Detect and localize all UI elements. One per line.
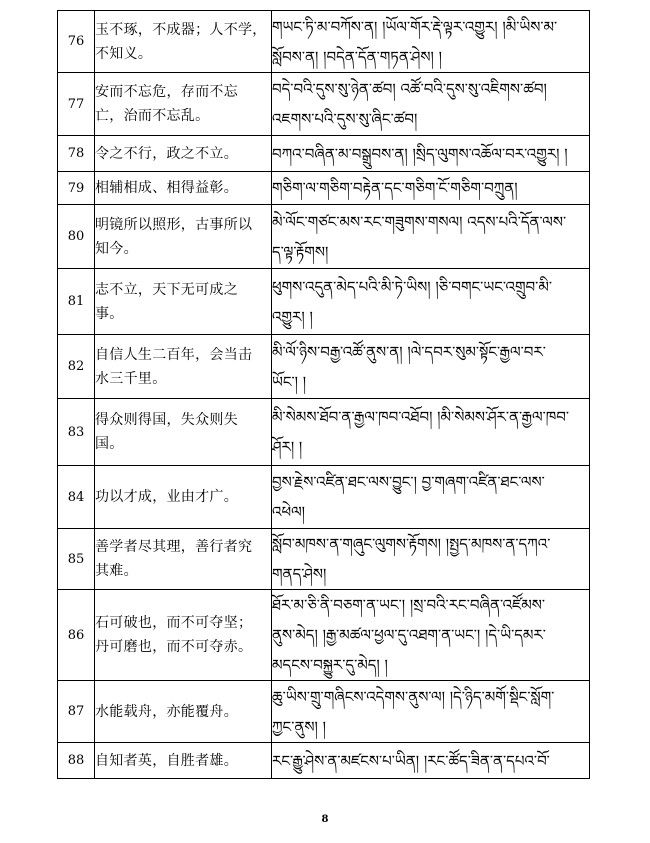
chinese-proverb [95,269,272,335]
tibetan-translation [272,136,590,172]
tibetan-translation-line: མེ་ལོང་གཙང་མས་རང་གཟུགས་གསལ། འདས་པའི་དོན་ལས་ [272,212,567,231]
row-number: 87 [58,681,95,743]
tibetan-translation [272,269,590,335]
chinese-proverb [95,172,272,205]
chinese-proverb-line: 石可破也，而不可夺坚； [95,615,253,631]
tibetan-translation-line: ཀྱང་ནུས། ། [272,717,326,736]
tibetan-translation-line: འཇགས་པའི་དུས་སུ་ཞིང་ཚབ། [272,110,418,128]
tibetan-translation-line: བཀའ་བཞིན་མ་བསྒྲུབས་ན། །སྲིད་ལུགས་འཆོལ་བར་འགྱུར། ། [272,144,568,163]
chinese-proverb [95,743,272,779]
tibetan-translation [272,466,590,529]
chinese-proverb-line: 相辅相成、相得益彰。 [95,180,238,196]
chinese-proverb [95,399,272,466]
tibetan-translation [272,335,590,399]
row-number: 85 [58,529,95,590]
chinese-proverb-line: 令之不行，政之不立。 [95,145,238,162]
tibetan-translation-line: མདངས་བསྐྱུར་དུ་མེད། ། [272,656,388,674]
tibetan-translation [272,11,590,73]
tibetan-translation [272,743,590,779]
chinese-proverb-line: 得众则得国，失众则失 [95,412,238,428]
chinese-proverb-line: 亡，治而不忘乱。 [95,108,210,124]
table-row [58,743,590,779]
table-row [58,466,590,529]
tibetan-translation-line: ད་ལྟ་རྟོགས། [272,242,329,261]
chinese-proverb-line: 丹可磨也，而不可夺赤。 [95,639,253,655]
tibetan-translation-line: ཡོང་། ། [272,372,307,391]
tibetan-translation-line: ཕུགས་འདུན་མེད་པའི་མི་ཏེ་ཡིས། །ཅི་བགང་ཡང་འགྲུབ་མི་ [272,277,553,296]
tibetan-translation-line: མི་སེམས་ཐོབ་ན་རྒྱལ་ཁབ་འཐོབ། །མི་སེམས་ཤོར་ན་རྒྱལ་ཁབ་ [272,408,570,426]
table-row [58,681,590,743]
chinese-proverb [95,136,272,172]
tibetan-translation-line: འཕེལ། [272,503,305,521]
chinese-proverb [95,529,272,590]
table-row [58,335,590,399]
table-row [58,590,590,681]
tibetan-translation-line: ཤོར། ། [272,438,303,456]
chinese-proverb-line: 自知者英，自胜者雄。 [95,752,238,769]
chinese-proverb-line: 不知义。 [95,45,153,62]
chinese-proverb-line: 善学者尽其理，善行者究 [95,539,253,555]
chinese-proverb-line: 明镜所以照形，古事所以 [95,216,253,233]
tibetan-translation-line: སློབས་ན། །བདེན་དོན་གཏན་ཤེས། ། [272,47,442,66]
table-row [58,136,590,172]
chinese-proverb-line: 国。 [95,436,124,452]
tibetan-translation-line: ནུས་མེད། །རྒྱ་མཚལ་ཕྱལ་དུ་འཐག་ན་ཡང་། །དེ་ཡི་དམར་ [272,626,546,644]
tibetan-translation [272,681,590,743]
tibetan-translation-line: བདེ་བའི་དུས་སུ་ཉེན་ཚབ། འཚོ་བའི་དུས་སུ་འཇིགས་ཚབ། [272,80,547,98]
table-row [58,269,590,335]
tibetan-translation-line: སློབ་མཁས་ན་གཞུང་ལུགས་རྟོགས། །སྤྱད་མཁས་ན་དཀའ་ [272,535,551,553]
tibetan-translation [272,399,590,466]
tibetan-translation-line: འགྱུར། ། [272,307,313,326]
chinese-proverb-line: 水能载舟，亦能覆舟。 [95,703,238,720]
chinese-proverb [95,11,272,73]
chinese-proverb [95,590,272,681]
page-number: 8 [321,814,329,825]
tibetan-translation-line: གཡང་ཏི་མ་བཀོས་ན། །ཡོལ་གོར་རྡེ་ལྟར་འགྱུར། །མི་ཡིས་མ་ [272,17,558,36]
row-number: 82 [58,335,95,399]
row-number: 77 [58,73,95,136]
chinese-proverb [95,73,272,136]
chinese-proverb-line: 其难。 [95,563,138,579]
table-row [58,73,590,136]
row-number: 76 [58,11,95,73]
tibetan-translation-line: རང་རྒྱུ་ཤེས་ན་མཛངས་པ་ཡིན། །རང་ཚོད་ཟིན་ན་དཔའ་བོ་ [272,751,550,770]
row-number: 84 [58,466,95,529]
table-row [58,172,590,205]
row-number: 80 [58,205,95,269]
table-row [58,399,590,466]
row-number: 86 [58,590,95,681]
chinese-proverb [95,205,272,269]
chinese-proverb-line: 志不立，天下无可成之 [95,281,238,298]
row-number: 79 [58,172,95,205]
table-row [58,11,590,73]
chinese-proverb-line: 功以才成，业由才广。 [95,489,238,505]
chinese-proverb-line: 安而不忘危，存而不忘 [95,84,238,100]
chinese-proverb-line: 水三千里。 [95,370,167,387]
chinese-proverb-line: 事。 [95,305,124,322]
tibetan-translation-line: ཆུ་ཡིས་གྲུ་གཞིངས་འདེགས་ནུས་ལ། །དེ་ཉིད་མགོ་སྡིང་སློག་ [272,687,555,706]
tibetan-translation [272,73,590,136]
tibetan-translation-line: གནད་ཤེས། [272,565,327,583]
proverb-table [57,10,590,779]
row-number: 81 [58,269,95,335]
row-number: 88 [58,743,95,779]
table-row [58,529,590,590]
tibetan-translation [272,590,590,681]
chinese-proverb [95,681,272,743]
tibetan-translation-line: བྱས་རྗེས་འཛིན་ཐང་ལས་བྱུང་། བྱ་གཞག་འཛིན་ཐང་ལས་ [272,473,545,491]
row-number: 83 [58,399,95,466]
table-row [58,205,590,269]
tibetan-translation [272,529,590,590]
tibetan-translation [272,172,590,205]
row-number: 78 [58,136,95,172]
tibetan-translation-line: ཐོར་མ་ཅི་ནི་བཅག་ན་ཡང་། །སྲ་བའི་རང་བཞིན་འཛོམས་ [272,596,546,614]
tibetan-translation-line: མི་ལོ་ཉིས་བརྒྱ་འཚོ་ནུས་ན། །ལེ་དབར་སུམ་སྟོང་རྒྱལ་བར་ [272,342,546,361]
tibetan-translation [272,205,590,269]
chinese-proverb-line: 知今。 [95,240,138,257]
chinese-proverb [95,466,272,529]
chinese-proverb [95,335,272,399]
chinese-proverb-line: 玉不琢，不成器；人不学， [95,21,267,38]
chinese-proverb-line: 自信人生二百年，会当击 [95,346,253,363]
tibetan-translation-line: གཅིག་ལ་གཅིག་བརྟེན་དང་གཅིག་ངོ་གཅིག་བཀྲུན། [272,179,518,197]
